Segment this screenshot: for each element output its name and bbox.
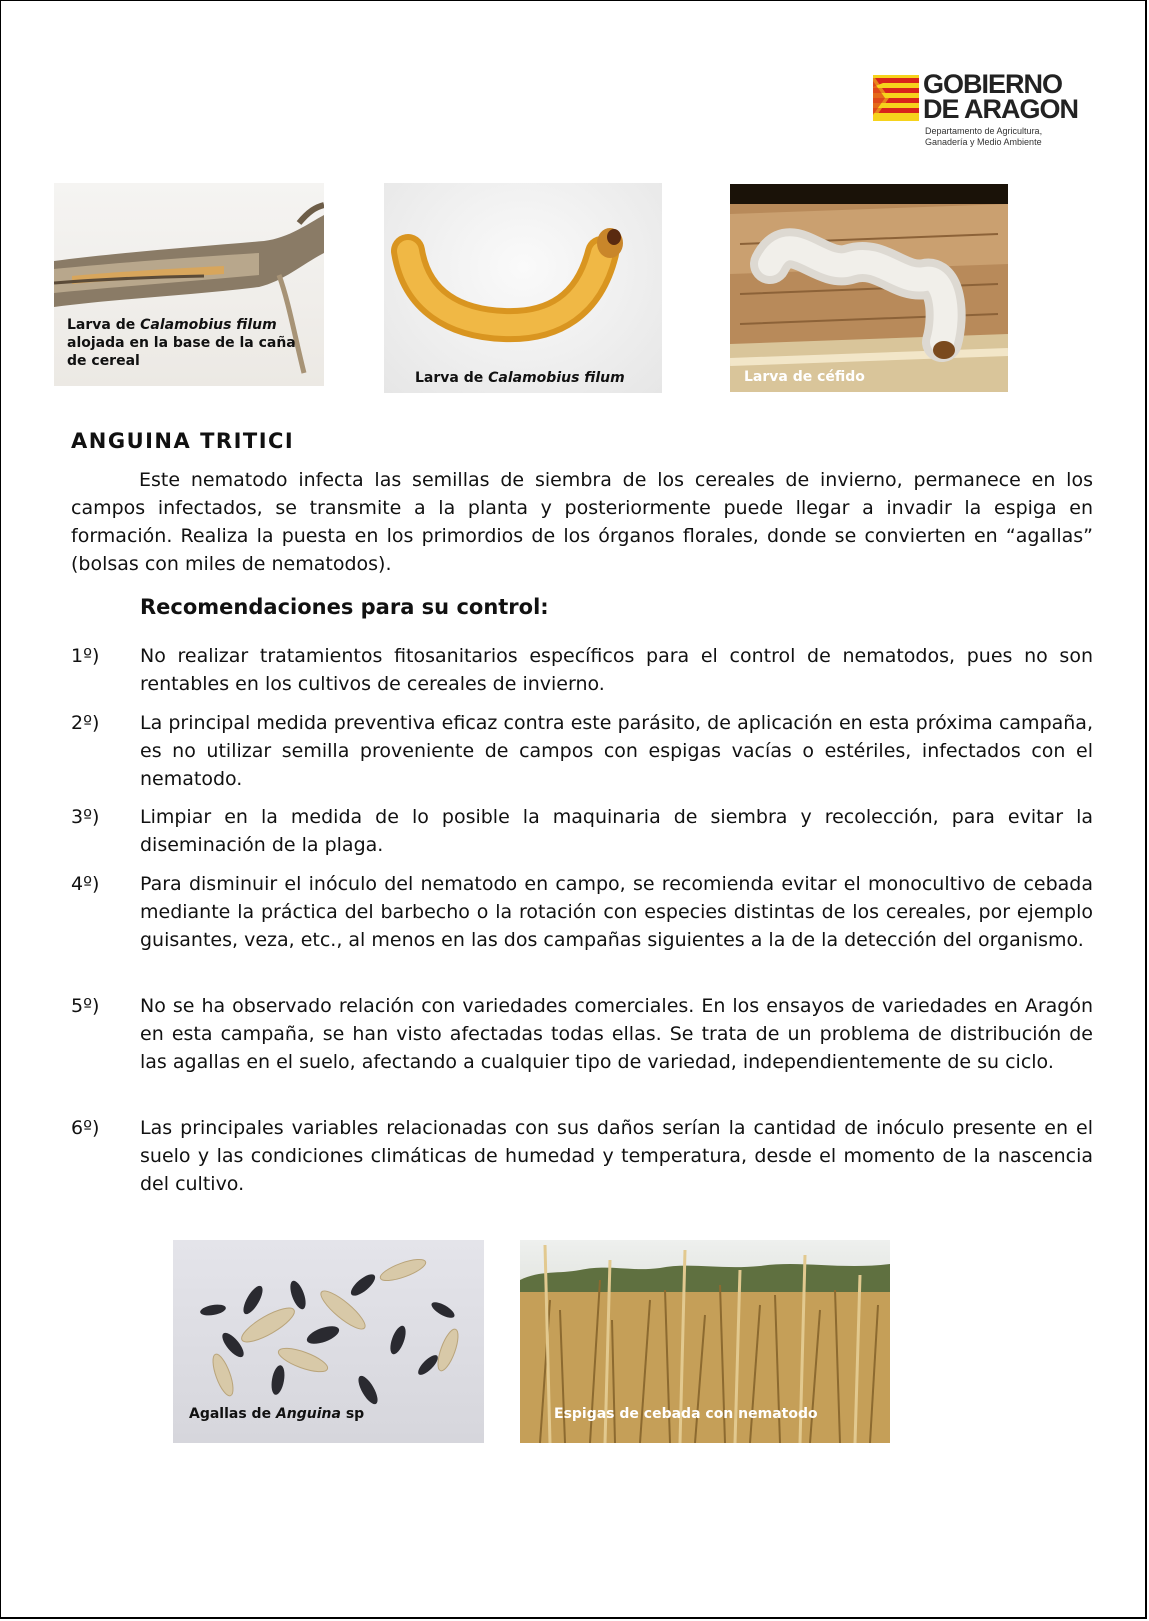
item-text: Limpiar en la medida de lo posible la maquinaria de siembra y recolección, para evitar la diseminación de la plaga. bbox=[140, 806, 1093, 856]
photo-agallas-anguina bbox=[173, 1240, 484, 1443]
recommendation-item bbox=[71, 992, 1093, 1076]
logo-text-line1: GOBIERNO bbox=[923, 69, 1063, 99]
recommendation-item bbox=[71, 642, 1093, 698]
recommendation-item bbox=[71, 1114, 1093, 1198]
item-number: 6º) bbox=[71, 1117, 100, 1139]
caption-species: Calamobius filum bbox=[488, 370, 625, 386]
caption-text: Espigas de cebada con nematodo bbox=[554, 1406, 818, 1422]
orange-larva-graphic bbox=[384, 183, 662, 393]
item-text: Las principales variables relacionadas con sus daños serían la cantidad de inóculo presente en el suelo y las condiciones climáticas de humedad y temperatura, desde el momento de la nascencia del cultivo. bbox=[140, 1117, 1093, 1195]
cefido-larva-graphic bbox=[730, 184, 1008, 392]
photo-espigas-cebada bbox=[520, 1240, 890, 1443]
caption-espigas-cebada bbox=[554, 1405, 818, 1423]
section-title: ANGUINA TRITICI bbox=[71, 429, 295, 453]
caption-larva-cefido bbox=[744, 368, 865, 386]
photo-larva-cefido bbox=[730, 184, 1008, 392]
gobierno-aragon-logo bbox=[869, 63, 1089, 153]
aragon-flag-icon bbox=[873, 75, 919, 121]
photo-larva-calamobius bbox=[384, 183, 662, 393]
caption-text: Larva de céfido bbox=[744, 369, 865, 385]
item-text: No se ha observado relación con variedades comerciales. En los ensayos de variedades en Aragón en esta campaña, se han visto afectadas todas ellas. Se trata de un problema de distribución de las agallas en el suelo, afectando a cualquier tipo de variedad, independientemente de su ciclo. bbox=[140, 995, 1093, 1073]
caption-prefix: Larva de bbox=[67, 317, 141, 333]
caption-line3: de cereal bbox=[67, 353, 140, 369]
caption-species: Calamobius filum bbox=[140, 317, 277, 333]
photo-larva-in-cane bbox=[54, 183, 324, 386]
item-number: 4º) bbox=[71, 873, 100, 895]
logo-subtitle-line2: Ganadería y Medio Ambiente bbox=[925, 137, 1042, 147]
item-text: La principal medida preventiva eficaz contra este parásito, de aplicación en esta próxima campaña, es no utilizar semilla proveniente de campos con espigas vacías o estériles, infectados con el nematodo. bbox=[140, 712, 1093, 790]
logo-text-line2: DE ARAGON bbox=[923, 94, 1079, 124]
caption-species: Anguina bbox=[275, 1406, 341, 1422]
item-number: 5º) bbox=[71, 995, 100, 1017]
caption-line2: alojada en la base de la caña bbox=[67, 335, 296, 351]
recommendation-item bbox=[71, 709, 1093, 793]
recommendations-heading: Recomendaciones para su control: bbox=[140, 595, 549, 619]
item-text: No realizar tratamientos fitosanitarios específicos para el control de nematodos, pues no son rentables en los cultivos de cereales de invierno. bbox=[140, 645, 1093, 695]
caption-prefix: Larva de bbox=[415, 370, 489, 386]
logo-subtitle bbox=[925, 126, 1095, 148]
item-text: Para disminuir el inóculo del nematodo en campo, se recomienda evitar el monocultivo de cebada mediante la práctica del barbecho o la rotación con especies distintas de los cereales, por ejemplo guisantes, veza, etc., al menos en las dos campañas siguientes a la de la detección del organismo. bbox=[140, 873, 1093, 951]
section-intro-paragraph: Este nematodo infecta las semillas de siembra de los cereales de invierno, permanece en los campos infectados, se transmite a la planta y posteriormente puede llegar a invadir la espiga en formación. Realiza la puesta en los primordios de los órganos florales, donde se convierten en “agallas” (bolsas con miles de nematodos). bbox=[71, 469, 1093, 575]
item-number: 3º) bbox=[71, 806, 100, 828]
item-number: 2º) bbox=[71, 712, 100, 734]
caption-agallas-anguina bbox=[189, 1405, 364, 1423]
caption-suffix: sp bbox=[340, 1406, 365, 1422]
caption-larva-calamobius bbox=[415, 369, 625, 387]
caption-larva-calamobius-cane bbox=[67, 316, 296, 370]
recommendation-item bbox=[71, 803, 1093, 859]
recommendation-item bbox=[71, 870, 1093, 954]
caption-prefix: Agallas de bbox=[189, 1406, 276, 1422]
item-number: 1º) bbox=[71, 645, 100, 667]
logo-subtitle-line1: Departamento de Agricultura, bbox=[925, 126, 1043, 136]
